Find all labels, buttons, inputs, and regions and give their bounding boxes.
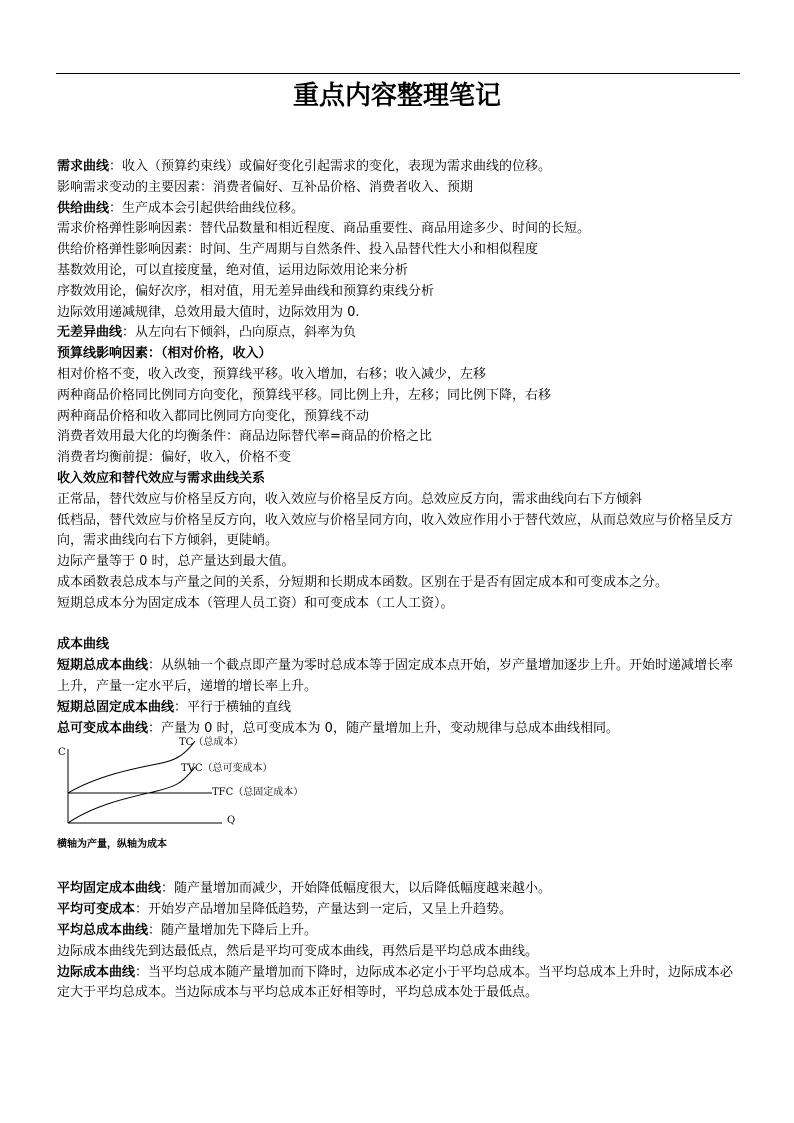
tc-curve: [68, 741, 195, 793]
note-line: 相对价格不变，收入改变，预算线平移。收入增加，右移；收入减少，左移: [57, 366, 487, 382]
note-line: 短期总固定成本曲线：平行于横轴的直线: [57, 699, 292, 715]
note-line: 消费者效用最大化的均衡条件：商品边际替代率=商品的价格之比: [57, 429, 432, 445]
note-line: 平均总成本曲线：随产量增加先下降后上升。: [57, 922, 318, 938]
note-line: 需求价格弹性影响因素：替代品数量和相近程度、商品重要性、商品用途多少、时间的长短。: [57, 221, 591, 237]
note-line: 成本函数表总成本与产量之间的关系，分短期和长期成本函数。区别在于是否有固定成本和可变成本之分。: [57, 574, 669, 590]
note-line: 需求曲线：收入（预算约束线）或偏好变化引起需求的变化，表现为需求曲线的位移。: [57, 159, 552, 174]
note-line: 边际产量等于 0 时，总产量达到最大值。: [57, 554, 295, 570]
note-line: 预算线影响因素：（相对价格，收入）: [57, 346, 272, 362]
note-line: 供给曲线：生产成本会引起供给曲线位移。: [57, 200, 305, 216]
note-line: 短期总成本曲线：从纵轴一个截点即产量为零时总成本等于固定成本点开始，岁产量增加逐步上升。开始时递减增长率上升，产量一定水平后，递增的增长率上升。: [57, 658, 734, 694]
note-line: 序数效用论，偏好次序，相对值，用无差异曲线和预算约束线分析: [57, 283, 435, 299]
note-line: 消费者均衡前提：偏好，收入，价格不变: [57, 450, 292, 466]
tfc-label: TFC（总固定成本）: [212, 787, 304, 799]
note-line: 平均固定成本曲线：随产量增加而减少，开始降低幅度很大，以后降低幅度越来越小。: [57, 881, 552, 897]
note-line: 边际成本曲线先到达最低点，然后是平均可变成本曲线，再然后是平均总成本曲线。: [57, 943, 539, 959]
section-heading: 成本曲线: [57, 637, 110, 653]
note-line: 无差异曲线：从左向右下倾斜，凸向原点，斜率为负: [57, 325, 357, 341]
note-line: 正常品，替代效应与价格呈反方向，收入效应与价格呈反方向。总效应反方向，需求曲线向右下方倾斜: [57, 491, 643, 507]
tvc-curve: [68, 767, 195, 823]
note-line: 边际效用递减规律，总效用最大值时，边际效用为 0.: [57, 304, 360, 320]
note-line: 基数效用论，可以直接度量，绝对值，运用边际效用论来分析: [57, 262, 409, 278]
x-axis-label: Q: [227, 815, 236, 827]
y-axis-label: C: [58, 747, 66, 759]
figure-caption: 横轴为产量，纵轴为成本: [57, 839, 167, 851]
cost-curve-figure: [57, 737, 357, 861]
tc-label: TC（总成本）: [179, 737, 244, 749]
note-line: 低档品，替代效应与价格呈反方向，收入效应与价格呈同方向，收入效应作用小于替代效应，从而总效应与价格呈反方向，需求曲线向右下方倾斜，更陡峭。: [57, 512, 734, 549]
note-line: 影响需求变动的主要因素：消费者偏好、互补品价格、消费者收入、预期: [57, 179, 474, 195]
note-line: 总可变成本曲线：产量为 0 时，总可变成本为 0，随产量增加上升，变动规律与总成本曲线相同。: [57, 720, 619, 736]
note-line: 两种商品价格和收入都同比例同方向变化，预算线不动: [57, 408, 370, 424]
document-body: [57, 157, 741, 1004]
note-line: 两种商品价格同比例同方向变化，预算线平移。同比例上升，左移；同比例下降，右移: [57, 387, 552, 403]
note-line: 平均可变成本：开始岁产品增加呈降低趋势，产量达到一定后，又呈上升趋势。: [57, 902, 513, 918]
note-line: 边际成本曲线：当平均总成本随产量增加而下降时，边际成本必定小于平均总成本。当平均总成本上升时，边际成本必定大于平均总成本。当边际成本与平均总成本正好相等时，平均总成本处于最低点。: [57, 964, 734, 1001]
note-line: 供给价格弹性影响因素：时间、生产周期与自然条件、投入品替代性大小和相似程度: [57, 242, 539, 258]
header-rule: [56, 73, 740, 74]
tvc-label: TVC（总可变成本）: [181, 763, 273, 775]
note-line: 收入效应和替代效应与需求曲线关系: [57, 470, 266, 486]
page-title: 重点内容整理笔记: [292, 81, 501, 111]
note-line: 短期总成本分为固定成本（管理人员工资）和可变成本（工人工资）。: [57, 595, 454, 611]
